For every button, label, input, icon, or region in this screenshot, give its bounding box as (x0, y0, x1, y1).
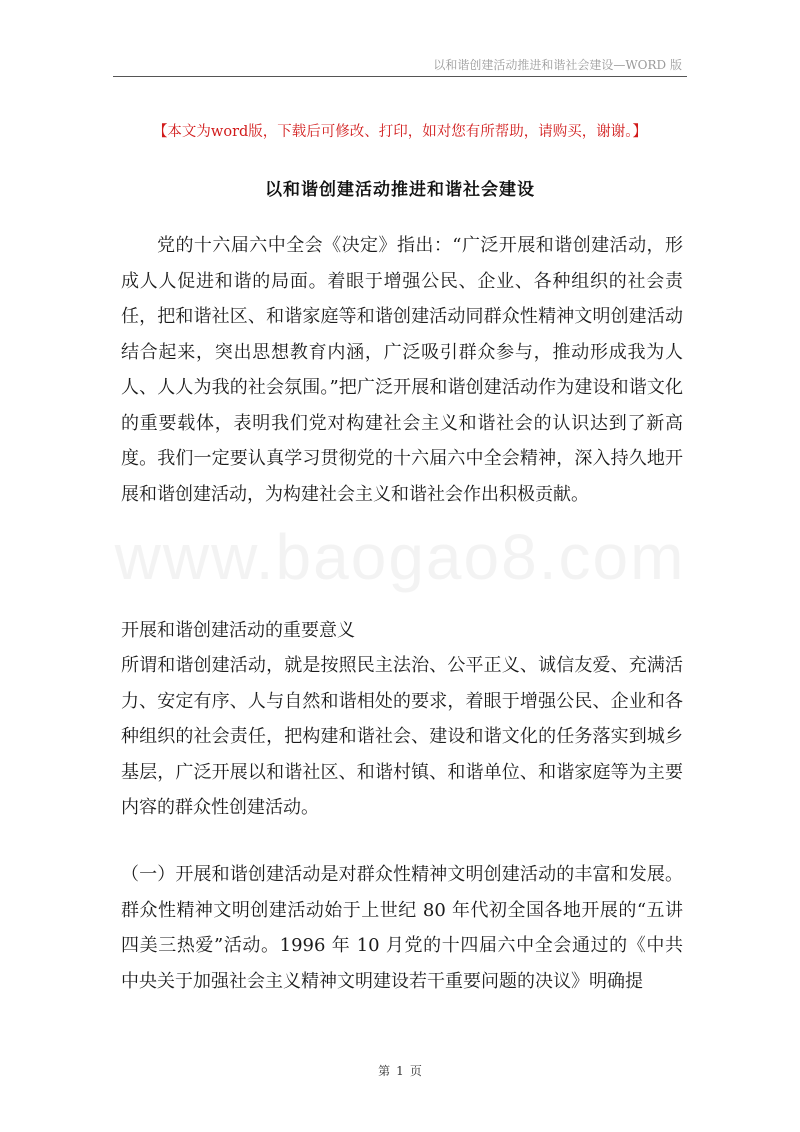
page-suffix: 页 (409, 1064, 422, 1078)
paragraph-intro: 党的十六届六中全会《决定》指出：“广泛开展和谐创建活动，形成人人促进和谐的局面。着眼于增强公民、企业、各种组织的社会责任，把和谐社区、和谐家庭等和谐创建活动同群众性精神文明创建活动结合起来，突出思想教育内涵，广泛吸引群众参与，推动形成我为人人、人人为我的社会氛围。”把广泛开展和谐创建活动作为建设和谐文化的重要载体，表明我们党对构建社会主义和谐社会的认识达到了新高度。我们一定要认真学习贯彻党的十六届六中全会精神，深入持久地开展和谐创建活动，为构建社会主义和谐社会作出积极贡献。 (121, 235, 683, 505)
page-prefix: 第 (378, 1064, 391, 1078)
paragraph-definition: 所谓和谐创建活动，就是按照民主法治、公平正义、诚信友爱、充满活力、安定有序、人与自然和谐相处的要求，着眼于增强公民、企业和各种组织的社会责任，把构建和谐社会、建设和谐文化的任务落实到城乡基层，广泛开展以和谐社区、和谐村镇、和谐单位、和谐家庭等为主要内容的群众性创建活动。 (121, 655, 683, 818)
document-title: 以和谐创建活动推进和谐社会建设 (265, 180, 535, 200)
download-notice: 【本文为word版，下载后可修改、打印，如对您有所帮助，请购买，谢谢。】 (152, 124, 648, 140)
paragraph-point-one: （一）开展和谐创建活动是对群众性精神文明创建活动的丰富和发展。群众性精神文明创建活动始于上世纪 80 年代初全国各地开展的“五讲四美三热爱”活动。1996 年 10 月党的十四届六中全会通过的《中共中央关于加强社会主义精神文明建设若干重要问题的决议》明确提 (121, 864, 683, 992)
running-header: 以和谐创建活动推进和谐社会建设—WORD 版 (433, 58, 682, 72)
page-footer (0, 1062, 800, 1079)
header-divider (113, 76, 687, 77)
section-heading: 开展和谐创建活动的重要意义 (121, 620, 355, 641)
page-number: 1 (396, 1064, 404, 1078)
watermark-text: www.baogao8.com (114, 521, 686, 593)
